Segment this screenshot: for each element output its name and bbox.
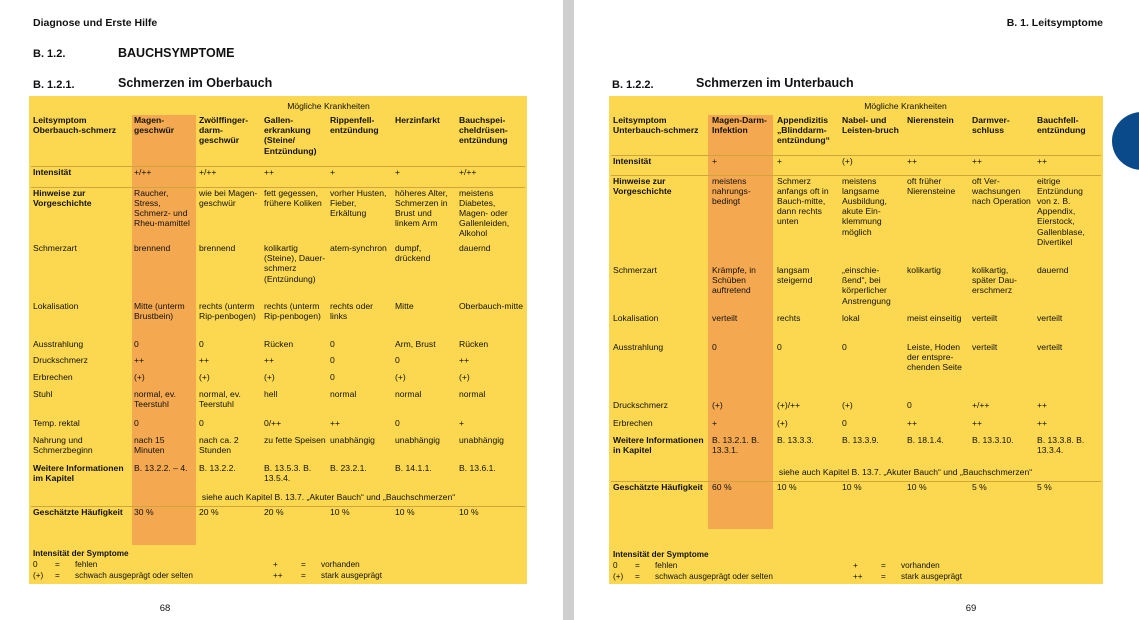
table-cell: normal	[330, 389, 357, 399]
table-cell: verteilt	[712, 313, 738, 323]
table-cell: +/++	[972, 400, 990, 410]
table-cell: ++	[262, 166, 328, 187]
section-title: BAUCHSYMPTOME	[118, 46, 235, 60]
table-cell: ++	[1037, 418, 1048, 428]
table-cell: +	[393, 166, 457, 187]
table-cell: 10 %	[775, 481, 840, 509]
table-cell: Krämpfe, in Schüben auftretend	[712, 265, 756, 296]
table-row	[611, 418, 1101, 435]
row-label: Geschätzte Häufigkeit	[31, 506, 132, 532]
table-cell: unabhängig	[395, 435, 440, 445]
table-row	[611, 155, 1101, 175]
caption-row	[611, 98, 1101, 115]
table-cell: 0	[330, 355, 335, 365]
table-cell: ++	[199, 355, 210, 365]
table-cell: meistens Diabetes, Magen- oder Gallenleiden, Alkohol	[457, 187, 525, 243]
legend-item: +	[273, 560, 278, 569]
table-cell: 0	[330, 372, 335, 382]
table-row	[31, 301, 525, 339]
table-cell: zu fette Speisen	[264, 435, 326, 445]
table-cell: dumpf, drückend	[395, 243, 431, 264]
row-header-label: Leitsymptom Unterbauch-schmerz	[613, 115, 699, 136]
table-cell: 0	[842, 418, 847, 428]
table-row	[611, 313, 1101, 342]
legend-item: (+)	[33, 571, 44, 580]
table-cell: 30 %	[132, 506, 197, 532]
table-cell: +/++	[457, 166, 525, 187]
table-row	[611, 265, 1101, 313]
table-cell: meistens langsame Ausbildung, akute Ein-klemmung möglich	[840, 175, 905, 265]
legend-item: =	[881, 561, 886, 570]
table-cell: ++	[1037, 400, 1048, 410]
empty-cell	[31, 488, 132, 506]
legend-item: stark ausgeprägt	[321, 571, 382, 580]
table-row	[611, 342, 1101, 400]
table-cell: ++	[1035, 155, 1101, 175]
empty-cell	[31, 98, 132, 115]
table-cell: 0	[134, 339, 139, 349]
legend-row	[33, 570, 513, 581]
table-cell: +	[712, 418, 718, 428]
table-cell: verteilt	[972, 342, 998, 352]
table-cell: 10 %	[457, 506, 525, 532]
table-cell: dauernd	[1037, 265, 1069, 275]
row-label: Druckschmerz	[613, 400, 668, 410]
table-row	[31, 463, 525, 488]
column-header: Rippenfell-entzündung	[330, 115, 379, 136]
legend-title: Intensität der Symptome	[33, 549, 129, 558]
legend-item: 0	[613, 561, 618, 570]
row-header-label: Leitsymptom Oberbauch-schmerz	[33, 115, 117, 136]
header-row	[31, 115, 525, 166]
table-caption: Mögliche Krankheiten	[864, 101, 947, 112]
table-cell: Mitte	[395, 301, 414, 311]
column-header: Nabel- und Leisten-bruch	[842, 115, 899, 136]
table-cell: B. 18.1.4.	[907, 435, 944, 445]
book-gutter	[563, 0, 574, 620]
table-cell: meist einseitig	[907, 313, 962, 323]
table-cell: verteilt	[1037, 342, 1063, 352]
row-label: Intensität	[31, 166, 132, 187]
page-number: 69	[965, 603, 977, 614]
legend-item: stark ausgeprägt	[901, 572, 962, 581]
legend-item: =	[55, 571, 60, 580]
table-cell: 5 %	[1035, 481, 1101, 509]
table-cell: fett gegessen, frühere Koliken	[262, 187, 328, 243]
table-cell: 10 %	[393, 506, 457, 532]
table-cell: B. 13.3.3.	[777, 435, 814, 445]
legend-item: schwach ausgeprägt oder selten	[75, 571, 193, 580]
left-page	[0, 0, 563, 620]
table-cell: brennend	[134, 243, 171, 253]
empty-cell	[611, 464, 710, 481]
table-cell: vorher Husten, Fieber, Erkältung	[328, 187, 393, 243]
table-cell: nach ca. 2 Stunden	[199, 435, 239, 456]
table-cell: ++	[330, 418, 341, 428]
table-row	[31, 187, 525, 243]
column-header: Bauchspei-cheldrüsen-entzündung	[459, 115, 508, 146]
legend-item: =	[301, 560, 306, 569]
table-cell: ++	[907, 418, 918, 428]
header-row	[611, 115, 1101, 155]
legend-item: fehlen	[75, 560, 98, 569]
table-cell: brennend	[199, 243, 236, 253]
legend	[613, 549, 1093, 582]
table-cell: 60 %	[710, 481, 775, 509]
table-cell: +	[710, 155, 775, 175]
right-page	[574, 0, 1139, 620]
table-cell: Leiste, Hoden der entspre-chenden Seite	[907, 342, 962, 373]
table-cell: B. 13.2.1. B. 13.3.1.	[712, 435, 760, 456]
table-cell: 0	[199, 339, 204, 349]
table-cell: 0/++	[264, 418, 282, 428]
table-cell: (+)	[134, 372, 145, 382]
table-cell: verteilt	[1037, 313, 1063, 323]
table-cell: B. 13.6.1.	[459, 463, 496, 473]
running-head: Diagnose und Erste Hilfe	[33, 17, 158, 29]
table-cell: B. 13.3.9.	[842, 435, 879, 445]
table-row	[611, 175, 1101, 265]
table-row	[31, 435, 525, 463]
table-cell: Arm, Brust	[395, 339, 436, 349]
table-cell: B. 13.3.10.	[972, 435, 1014, 445]
table-cell: (+)/++	[777, 400, 801, 410]
table-cell: unabhängig	[459, 435, 504, 445]
subsection-title: Schmerzen im Oberbauch	[118, 76, 273, 90]
table-cell: normal, ev. Teerstuhl	[199, 389, 241, 410]
legend-item: =	[635, 572, 640, 581]
column-header: Appendizitis „Blinddarm-entzündung“	[777, 115, 830, 146]
table-cell: ++	[459, 355, 470, 365]
row-label: Nahrung und Schmerzbeginn	[33, 435, 93, 456]
legend-title: Intensität der Symptome	[613, 550, 709, 559]
row-label: Ausstrahlung	[613, 342, 664, 352]
column-header: Gallen-erkrankung (Steine/ Entzündung)	[264, 115, 317, 156]
row-label: Lokalisation	[613, 313, 659, 323]
table-cell: rechts	[777, 313, 801, 323]
row-label: Schmerzart	[33, 243, 77, 253]
subsection-number: B. 1.2.2.	[612, 79, 654, 91]
legend-item: schwach ausgeprägt oder selten	[655, 572, 773, 581]
table-cell: 0	[907, 400, 912, 410]
table-cell: +/++	[197, 166, 262, 187]
table-cell: normal	[459, 389, 486, 399]
table-cell: 0	[199, 418, 204, 428]
table-cell: (+)	[264, 372, 275, 382]
legend-item: =	[301, 571, 306, 580]
table-cell: Rücken	[459, 339, 489, 349]
table-cell: 20 %	[197, 506, 262, 532]
table-cell: ++	[264, 355, 275, 365]
table-cell: hell	[264, 389, 278, 399]
table-cell: verteilt	[972, 313, 998, 323]
table-caption: Mögliche Krankheiten	[287, 101, 370, 112]
oberbauch-table	[31, 98, 525, 532]
empty-cell	[611, 98, 710, 115]
row-label: Erbrechen	[613, 418, 653, 428]
table-cell: ++	[972, 418, 983, 428]
table-cell: 0	[712, 342, 717, 352]
table-row	[611, 400, 1101, 418]
legend-item: =	[881, 572, 886, 581]
row-label: Schmerzart	[613, 265, 657, 275]
legend-item: +	[853, 561, 858, 570]
table-cell: 0	[395, 355, 400, 365]
legend-item: vorhanden	[321, 560, 360, 569]
row-label: Stuhl	[33, 389, 53, 399]
frequency-row	[611, 481, 1101, 509]
table-cell: normal, ev. Teerstuhl	[134, 389, 176, 410]
table-cell: B. 13.2.2.	[199, 463, 236, 473]
table-cell: höheres Alter, Schmerzen in Brust und linkem Arm	[393, 187, 457, 243]
table-cell: rechts (unterm Rip-penbogen)	[199, 301, 256, 322]
legend-row	[33, 559, 513, 570]
column-header: Zwölffinger-darm-geschwür	[199, 115, 249, 146]
table-cell: B. 13.2.2. – 4.	[134, 463, 188, 473]
row-label: Intensität	[611, 155, 710, 175]
table-cell: eitrige Entzündung von z. B. Appendix, Eierstock, Gallenblase, Divertikel	[1035, 175, 1101, 265]
table-cell: langsam steigernd	[777, 265, 813, 286]
table-row	[611, 435, 1101, 464]
legend-item: 0	[33, 560, 38, 569]
table-row	[31, 166, 525, 187]
table-cell: atem-synchron	[330, 243, 387, 253]
subsection-title: Schmerzen im Unterbauch	[696, 76, 854, 90]
table-cell: (+)	[395, 372, 406, 382]
table-cell: oft Ver-wachsungen nach Operation	[970, 175, 1035, 265]
column-header: Darmver-schluss	[972, 115, 1010, 136]
page-number: 68	[159, 603, 171, 614]
table-cell: 10 %	[328, 506, 393, 532]
table-cell: 0	[395, 418, 400, 428]
table-cell: +/++	[132, 166, 197, 187]
see-also-note: siehe auch Kapitel B. 13.7. „Akuter Bauch“ und „Bauchschmerzen“	[201, 491, 456, 502]
column-header: Magen-geschwür	[134, 115, 175, 136]
table-cell: (+)	[459, 372, 470, 382]
section-number: B. 1.2.	[33, 48, 66, 60]
table-cell: 5 %	[970, 481, 1035, 509]
table-cell: kolikartig	[907, 265, 941, 275]
see-also-note: siehe auch Kapitel B. 13.7. „Akuter Bauch“ und „Bauchschmerzen“	[778, 467, 1033, 478]
legend-item: vorhanden	[901, 561, 940, 570]
table-cell: nach 15 Minuten	[134, 435, 165, 456]
frequency-row	[31, 506, 525, 532]
table-cell: 10 %	[840, 481, 905, 509]
table-cell: meistens nahrungs-bedingt	[710, 175, 775, 265]
column-header: Magen-Darm-Infektion	[712, 115, 767, 136]
table-cell: oft früher Nierensteine	[905, 175, 970, 265]
table-cell: 10 %	[905, 481, 970, 509]
legend-item: (+)	[613, 572, 624, 581]
row-label: Druckschmerz	[33, 355, 88, 365]
table-cell: ++	[134, 355, 145, 365]
table-cell: (+)	[777, 418, 788, 428]
row-label: Weitere Informationen in Kapitel	[613, 435, 704, 456]
row-label: Ausstrahlung	[33, 339, 84, 349]
legend-item: fehlen	[655, 561, 678, 570]
table-cell: wie bei Magen-geschwür	[197, 187, 262, 243]
row-label: Hinweise zur Vorgeschichte	[611, 175, 710, 265]
table-cell: B. 13.3.8. B. 13.3.4.	[1037, 435, 1085, 456]
row-label: Temp. rektal	[33, 418, 80, 428]
table-cell: 0	[134, 418, 139, 428]
legend-item: =	[55, 560, 60, 569]
column-header: Herzinfarkt	[395, 115, 440, 125]
table-cell: „einschie-ßend“, bei körperlicher Anstrengung	[842, 265, 891, 306]
legend-item: ++	[273, 571, 283, 580]
table-cell: 0	[842, 342, 847, 352]
table-cell: B. 23.2.1.	[330, 463, 367, 473]
table-cell: (+)	[199, 372, 210, 382]
table-cell: dauernd	[459, 243, 491, 253]
table-cell: Rücken	[264, 339, 294, 349]
table-cell: ++	[970, 155, 1035, 175]
table-cell: Raucher, Stress, Schmerz- und Rheu-mamittel	[132, 187, 197, 243]
table-row	[31, 389, 525, 418]
row-label: Weitere Informationen im Kapitel	[33, 463, 124, 484]
unterbauch-table	[611, 98, 1101, 509]
table-cell: +	[328, 166, 393, 187]
table-cell: lokal	[842, 313, 860, 323]
row-label: Lokalisation	[33, 301, 79, 311]
table-cell: Schmerz anfangs oft in Bauch-mitte, dann rechts unten	[775, 175, 840, 265]
table-cell: (+)	[712, 400, 723, 410]
legend	[33, 548, 513, 581]
table-cell: Mitte (unterm Brustbein)	[134, 301, 185, 322]
table-cell: ++	[905, 155, 970, 175]
column-header: Bauchfell-entzündung	[1037, 115, 1086, 136]
row-label: Hinweise zur Vorgeschichte	[31, 187, 132, 243]
table-cell: kolikartig, später Dau-erschmerz	[972, 265, 1017, 296]
row-label: Geschätzte Häufigkeit	[611, 481, 710, 509]
table-cell: unabhängig	[330, 435, 375, 445]
table-cell: +	[775, 155, 840, 175]
legend-item: =	[635, 561, 640, 570]
table-row	[31, 372, 525, 389]
legend-row	[613, 571, 1093, 582]
table-cell: normal	[395, 389, 422, 399]
table-cell: (+)	[840, 155, 905, 175]
table-cell: 0	[330, 339, 335, 349]
table-cell: B. 13.5.3. B. 13.5.4.	[264, 463, 312, 484]
table-row	[31, 339, 525, 355]
table-cell: +	[459, 418, 465, 428]
column-header: Nierenstein	[907, 115, 954, 125]
table-row	[31, 355, 525, 372]
table-cell: kolikartig (Steine), Dauer-schmerz (Entzündung)	[264, 243, 326, 284]
table-row	[31, 418, 525, 435]
table-cell: Oberbauch-mitte	[459, 301, 524, 311]
table-cell: rechts oder links	[330, 301, 373, 322]
see-also-row	[611, 464, 1101, 481]
running-head: B. 1. Leitsymptome	[1006, 17, 1103, 29]
table-cell: (+)	[842, 400, 853, 410]
legend-row	[613, 560, 1093, 571]
table-cell: B. 14.1.1.	[395, 463, 432, 473]
subsection-number: B. 1.2.1.	[33, 79, 75, 91]
see-also-row	[31, 488, 525, 506]
table-cell: rechts (unterm Rip-penbogen)	[264, 301, 321, 322]
row-label: Erbrechen	[33, 372, 73, 382]
caption-row	[31, 98, 525, 115]
table-cell: 0	[777, 342, 782, 352]
table-cell: 20 %	[262, 506, 328, 532]
legend-item: ++	[853, 572, 863, 581]
table-row	[31, 243, 525, 301]
